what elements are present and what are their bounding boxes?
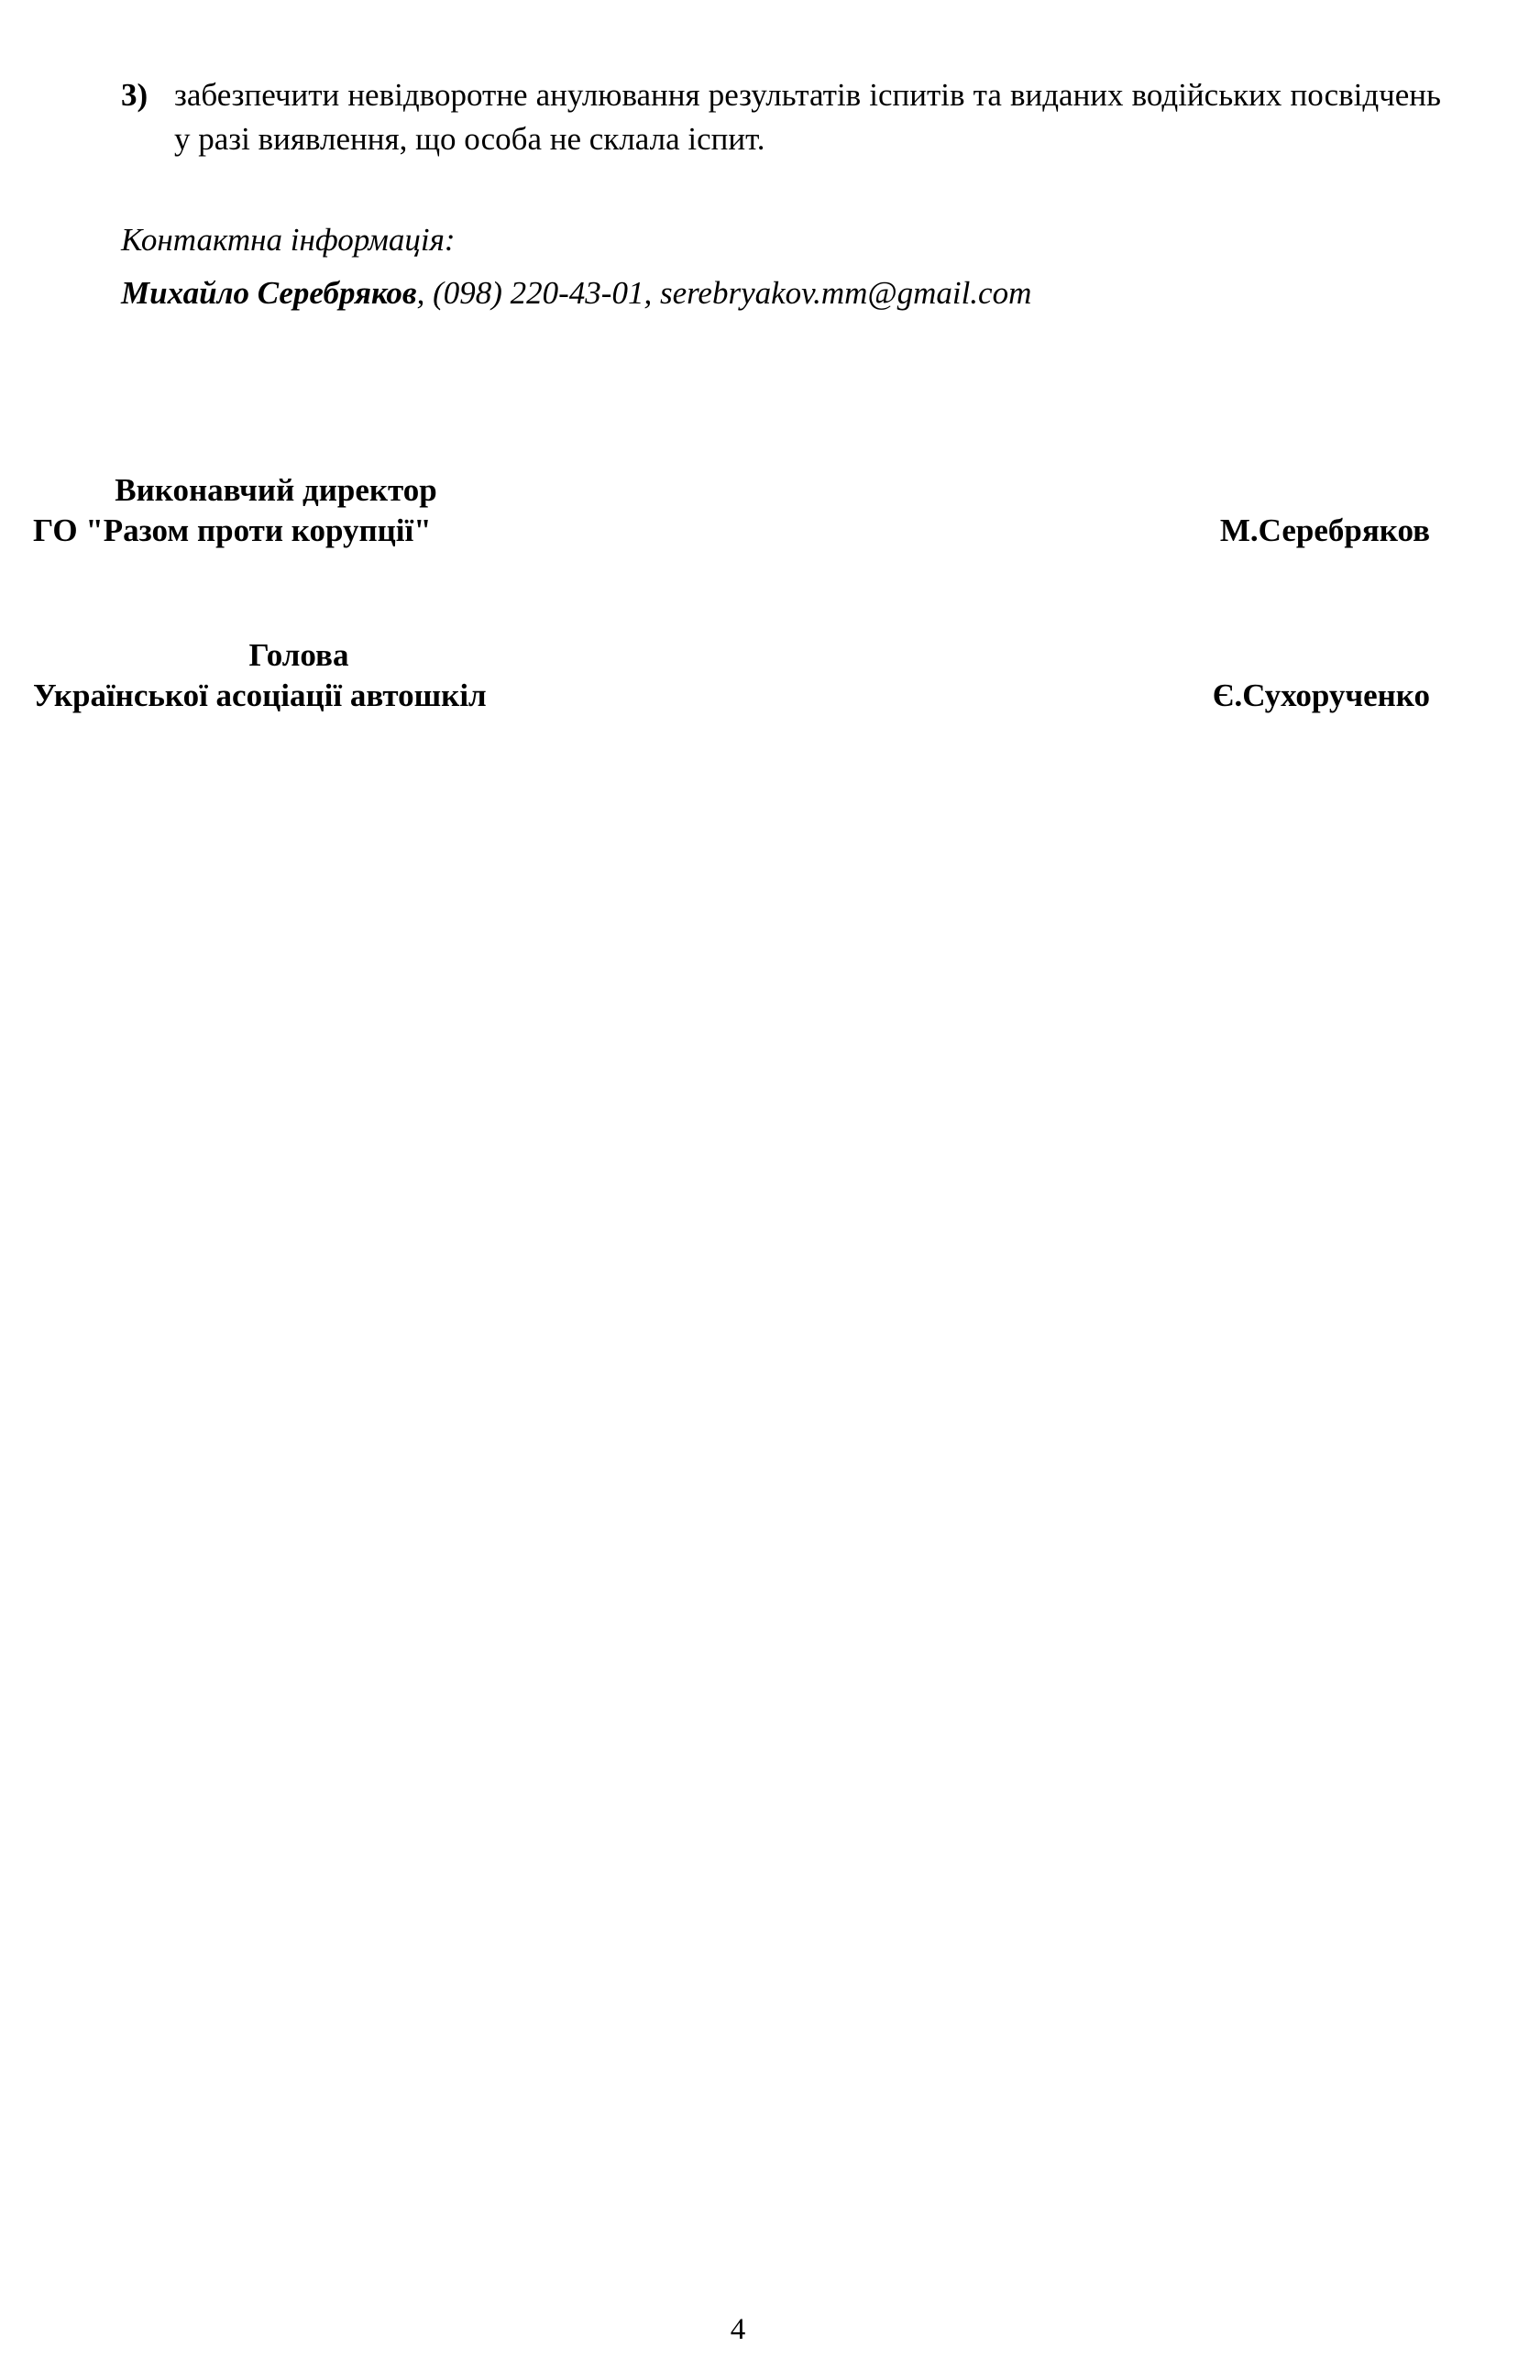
list-item-number: 3) [121, 77, 148, 113]
signature-organization: ГО "Разом проти корупції" [33, 512, 432, 548]
signature-name-head: Є.Сухорученко [1212, 678, 1430, 713]
contact-name: Михайло Серебряков [121, 275, 417, 311]
list-item-text: забезпечити невідворотне анулювання результатів іспитів та виданих водійських посвідчень у разі виявлення, що особа не склала іспит. [174, 77, 1441, 157]
signature-organization: Української асоціації автошкіл [33, 678, 487, 713]
contact-line [121, 271, 1031, 315]
signature-role: Виконавчий директор [115, 472, 437, 508]
list-item-3 [121, 73, 1441, 161]
page-number: 4 [730, 2313, 746, 2346]
contact-heading: Контактна інформація: [121, 222, 456, 258]
signature-name-director: М.Серебряков [1219, 512, 1430, 548]
contact-details: , (098) 220-43-01, serebryakov.mm@gmail.com [416, 275, 1032, 311]
signature-block-director [33, 470, 519, 551]
signature-role: Голова [248, 637, 349, 673]
signature-block-head [33, 635, 565, 716]
